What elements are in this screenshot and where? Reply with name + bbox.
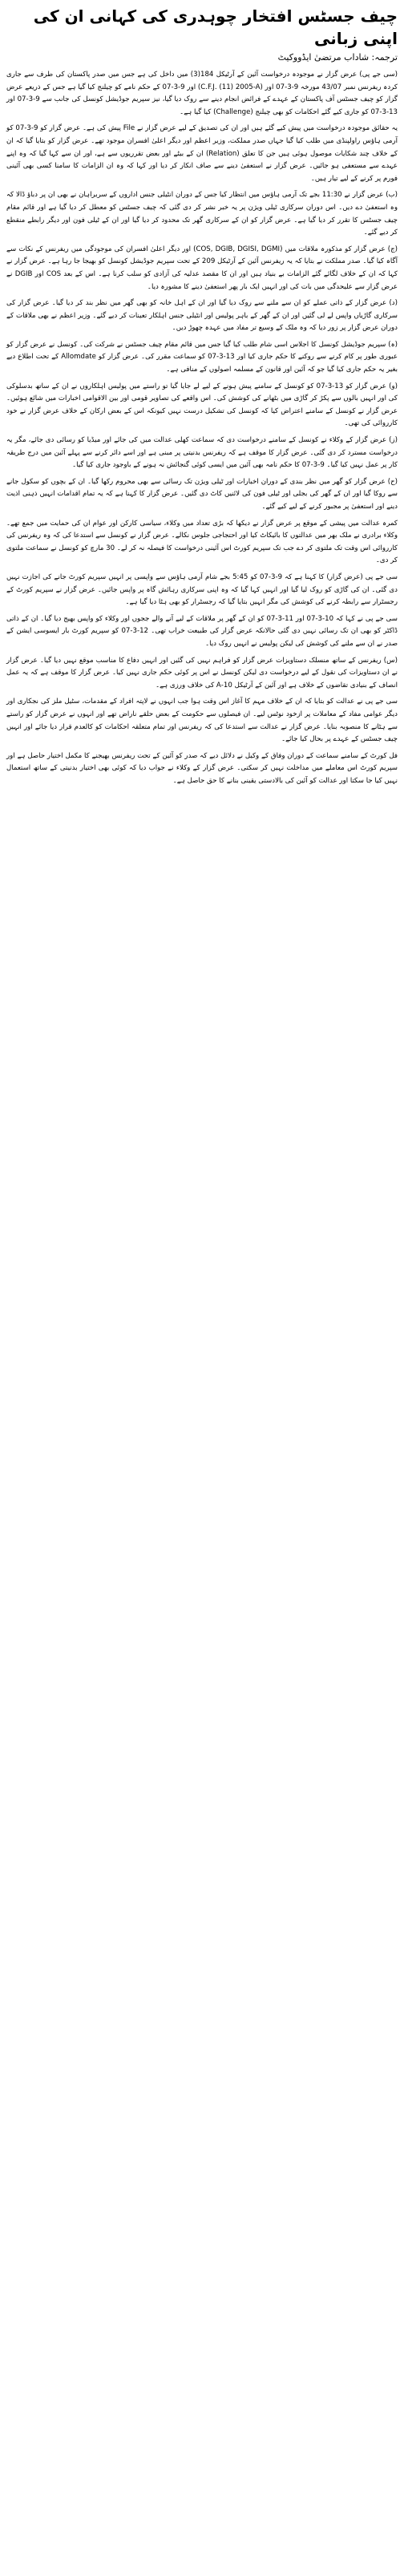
article-paragraph: (و) عرض گزار کو 13-3-07 کو کونسل کے سامنے پیش ہونے کے لیے لے جایا گیا تو راستے میں پولیس اہلکاروں نے ان کے ساتھ بدسلوکی کی اور انہیں بالوں سے پکڑ کر گاڑی میں بٹھانے کی کوشش کی۔ اس واقعے کی تصاویر قومی اور بین الاقوامی اخبارات میں شائع ہوئیں۔ عرض گزار نے کونسل کے سامنے اعتراض کیا کہ کونسل کی تشکیل درست نہیں کیونکہ اس کے بعض ارکان کے خلاف عرض گزار نے خود کارروائی کی تھی۔ <box>6 382 398 428</box>
article-paragraph: (ہ) سپریم جوڈیشل کونسل کا اجلاس اسی شام طلب کیا گیا جس میں قائم مقام چیف جسٹس نے شرکت کی۔ کونسل نے عرض گزار کو عبوری طور پر کام کرنے سے روکنے کا حکم جاری کیا اور 13-3-07 کو سماعت مقرر کی۔ عرض گزار کو Allomdate کے تحت اطلاع دیے بغیر یہ حکم جاری کیا گیا جو کہ آئین اور قانون کے مسلمہ اصولوں کے منافی ہے۔ <box>6 340 398 374</box>
article-paragraph: (ز) عرض گزار کے وکلاء نے کونسل کے سامنے درخواست دی کہ سماعت کھلی عدالت میں کی جائے اور میڈیا کو رسائی دی جائے، مگر یہ درخواست مسترد کر دی گئی۔ عرض گزار کا موقف ہے کہ ریفرنس بدنیتی پر مبنی ہے اور اسے دائر کرنے سے پہلے آئین میں درج طریقہ کار پر عمل نہیں کیا گیا۔ 9-3-07 کا حکم نامہ بھی آئین میں ایسی کوئی گنجائش نہ ہونے کے باوجود جاری کیا گیا۔ <box>6 436 398 470</box>
article-paragraph: (س) ریفرنس کے ساتھ منسلک دستاویزات عرض گزار کو فراہم نہیں کی گئیں اور انہیں دفاع کا مناسب موقع نہیں دیا گیا۔ عرض گزار نے ان دستاویزات کی نقول کے لیے درخواست دی لیکن کونسل نے اس پر کوئی حکم جاری نہیں کیا۔ عرض گزار کا موقف ہے کہ یہ عمل انصاف کے بنیادی تقاضوں کے خلاف ہے اور آئین کے آرٹیکل 10-A کی خلاف ورزی ہے۔ <box>6 656 398 689</box>
article-paragraph: کمرہ عدالت میں پیشی کے موقع پر عرض گزار نے دیکھا کہ بڑی تعداد میں وکلاء، سیاسی کارکن اور عوام ان کی حمایت میں جمع تھے۔ وکلاء برادری نے ملک بھر میں عدالتوں کا بائیکاٹ کیا اور احتجاجی جلوس نکالے۔ عرض گزار نے کونسل سے استدعا کی کہ وہ ریفرنس کی کارروائی اس وقت تک ملتوی کر دے جب تک سپریم کورٹ اس آئینی درخواست کا فیصلہ نہ کر لے۔ 30 مارچ کو کونسل نے سماعت ملتوی کر دی۔ <box>6 519 398 565</box>
article-paragraph: سی جے پی نے کہا کہ 10-3-07 اور 11-3-07 کو ان کے گھر پر ملاقات کے لیے آنے والے ججوں اور وکلاء کو واپس بھیج دیا گیا۔ ان کے ذاتی ڈاکٹر کو بھی ان تک رسائی نہیں دی گئی حالانکہ عرض گزار کی طبیعت خراب تھی۔ 12-3-07 کو سپریم کورٹ بار ایسوسی ایشن کے صدر نے ان سے ملنے کی کوشش کی لیکن پولیس نے انہیں روک دیا۔ <box>6 614 398 648</box>
article-paragraph: فل کورٹ کے سامنے سماعت کے دوران وفاق کے وکیل نے دلائل دیے کہ صدر کو آئین کے تحت ریفرنس بھیجنے کا مکمل اختیار حاصل ہے اور سپریم کورٹ اس معاملے میں مداخلت نہیں کر سکتی۔ عرض گزار کے وکلاء نے جواب دیا کہ کوئی بھی اختیار بدنیتی کے ساتھ استعمال نہیں کیا جا سکتا اور عدالت کو آئین کی بالادستی یقینی بنانے کا حق حاصل ہے۔ <box>6 751 398 785</box>
article-paragraph: سی جے پی نے عدالت کو بتایا کہ ان کے خلاف مہم کا آغاز اس وقت ہوا جب انہوں نے لاپتہ افراد کے مقدمات، سٹیل ملز کی نجکاری اور دیگر عوامی مفاد کے معاملات پر ازخود نوٹس لیے۔ ان فیصلوں سے حکومت کے بعض حلقے ناراض تھے اور انہوں نے عرض گزار کو راستے سے ہٹانے کا منصوبہ بنایا۔ عرض گزار نے عدالت سے استدعا کی کہ ریفرنس اور تمام متعلقہ احکامات کو کالعدم قرار دیا جائے اور انہیں چیف جسٹس کے عہدے پر بحال کیا جائے۔ <box>6 698 398 744</box>
article-byline: ترجمہ: شاداب مرتضیٰ ایڈووکیٹ <box>277 52 398 63</box>
article-paragraph: (د) عرض گزار کے ذاتی عملے کو ان سے ملنے سے روک دیا گیا اور ان کے اہل خانہ کو بھی گھر میں نظر بند کر دیا گیا۔ عرض گزار کی سرکاری گاڑیاں واپس لے لی گئیں اور ان کے گھر کے باہر پولیس اور انٹیلی جنس اہلکار تعینات کر دیے گئے۔ وزیر اعظم نے بھی ملاقات کے دوران عرض گزار پر زور دیا کہ وہ ملک کے وسیع تر مفاد میں عہدہ چھوڑ دیں۔ <box>6 299 398 333</box>
article-body <box>6 69 398 787</box>
article-paragraph: (ح) عرض گزار کو گھر میں نظر بندی کے دوران اخبارات اور ٹیلی ویژن تک رسائی سے بھی محروم رکھا گیا۔ ان کے بچوں کو سکول جانے سے روکا گیا اور ان کے گھر کی بجلی اور ٹیلی فون کی لائنیں کاٹ دی گئیں۔ عرض گزار کا کہنا ہے کہ یہ تمام اقدامات انہیں ذہنی اذیت دینے اور استعفیٰ پر مجبور کرنے کے لیے کیے گئے۔ <box>6 477 398 511</box>
article-paragraph: سی جے پی (عرض گزار) کا کہنا ہے کہ 9-3-07 کو 5:45 بجے شام آرمی ہاؤس سے واپسی پر انہیں سپریم کورٹ جانے کی اجازت نہیں دی گئی۔ ان کی گاڑی کو روک لیا گیا اور انہیں کہا گیا کہ وہ اپنی سرکاری رہائش گاہ پر واپس جائیں۔ عرض گزار نے سپریم کورٹ کے رجسٹرار سے رابطہ کرنے کی کوشش کی مگر انہیں بتایا گیا کہ رجسٹرار کو بھی ہٹا دیا گیا ہے۔ <box>6 572 398 607</box>
article-paragraph: (ج) عرض گزار کو مذکورہ ملاقات میں (COS, DGIB, DGISI, DGMI) اور دیگر اعلیٰ افسران کی موجودگی میں ریفرنس کے نکات سے آگاہ کیا گیا۔ صدر مملکت نے بتایا کہ یہ ریفرنس آئین کے آرٹیکل 209 کے تحت سپریم جوڈیشل کونسل کو بھیجا جا رہا ہے۔ عرض گزار نے کہا کہ ان کے خلاف لگائے گئے الزامات بے بنیاد ہیں اور ان کا مقصد عدلیہ کی آزادی کو سلب کرنا ہے۔ اس کے بعد COS اور DGIB نے عرض گزار سے علیحدگی میں بات کی اور انہیں ایک بار پھر استعفیٰ دینے کا مشورہ دیا۔ <box>6 245 398 291</box>
article-headline: چیف جسٹس افتخار چوہدری کی کہانی ان کی اپنی زبانی <box>33 6 398 48</box>
article-paragraph: (ب) عرض گزار نے 11:30 بجے تک آرمی ہاؤس میں انتظار کیا جس کے دوران انٹیلی جنس اداروں کے سربراہان نے بھی ان پر دباؤ ڈالا کہ وہ استعفیٰ دے دیں۔ اس دوران سرکاری ٹیلی ویژن پر یہ خبر نشر کر دی گئی کہ چیف جسٹس کو معطل کر دیا گیا ہے اور قائم مقام چیف جسٹس کا تقرر کر دیا گیا ہے۔ عرض گزار کو ان کے سرکاری گھر تک محدود کر دیا گیا اور ان کے ٹیلی فون اور دیگر رابطے منقطع کر دیے گئے۔ <box>6 191 398 237</box>
article-paragraph: یہ حقائق موجودہ درخواست میں پیش کیے گئے ہیں اور ان کی تصدیق کے لیے عرض گزار نے File پیش کی ہے۔ عرض گزار کو 9-3-07 کو آرمی ہاؤس راولپنڈی میں طلب کیا گیا جہاں صدر مملکت، وزیر اعظم اور دیگر اعلیٰ افسران موجود تھے۔ عرض گزار کو بتایا گیا کہ ان کے خلاف چند شکایات موصول ہوئی ہیں جن کا تعلق (Relation) ان کے بیٹے اور بعض تقرریوں سے ہے، اور ان سے کہا گیا کہ وہ اپنے عہدے سے مستعفی ہو جائیں۔ عرض گزار نے استعفیٰ دینے سے صاف انکار کر دیا اور کہا کہ وہ ان الزامات کا سامنا کسی بھی آئینی فورم پر کرنے کے لیے تیار ہیں۔ <box>6 124 398 183</box>
article-paragraph: (سی جے پی) عرض گزار نے موجودہ درخواست آئین کے آرٹیکل 184(3) میں داخل کی ہے جس میں صدر پاکستان کی طرف سے جاری کردہ ریفرنس نمبر 43/07 مورخہ 9-3-07 اور (C.F.J. (11) 2005-A) اور 9-3-07 کے حکم نامے کو چیلنج کیا گیا ہے جس کے ذریعے عرض گزار کو چیف جسٹس آف پاکستان کے عہدے کے فرائض انجام دینے سے روک دیا گیا، نیز سپریم جوڈیشل کونسل کی جانب سے 9-3-07 اور 13-3-07 کو جاری کیے گئے احکامات کو بھی چیلنج (Challenge) کیا گیا ہے۔ <box>6 71 398 116</box>
